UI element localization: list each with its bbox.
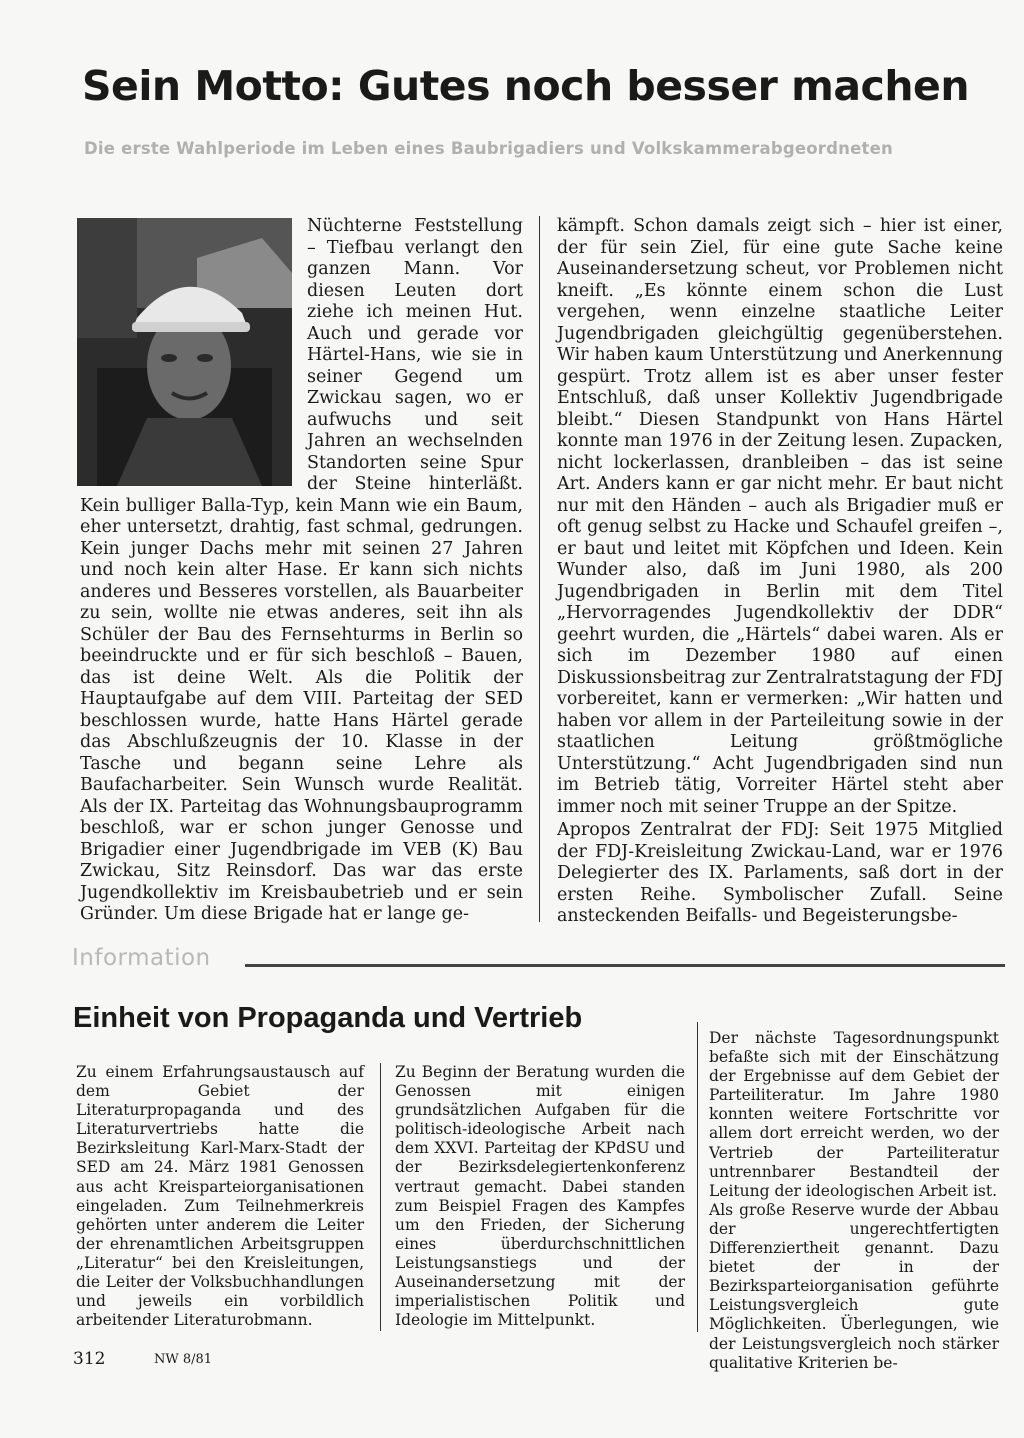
article-subhead: Die erste Wahlperiode im Leben eines Baubrigadiers und Volkskammerabgeordneten bbox=[84, 139, 893, 158]
portrait-photo bbox=[77, 218, 295, 488]
portrait-photo-icon bbox=[77, 218, 292, 486]
information-column-1 bbox=[76, 1063, 364, 1363]
article-column-1 bbox=[80, 216, 523, 922]
column-divider bbox=[697, 1022, 698, 1332]
column-divider bbox=[380, 1063, 381, 1331]
article-paragraph: Nüchterne Feststellung – Tiefbau verlangt den ganzen Mann. Vor diesen Leuten dort ziehe ich meinen Hut. Auch und gerade vor Härtel-Hans, wie sie in seiner Gegend um Zwickau sagen, wo er aufwuchs und seit Jahren an wechselnden Standorten seine Spur der Steine hinterläßt. Kein bulliger Balla-Typ, kein Mann wie ein Baum, eher untersetzt, drahtig, fast schmal, gedrungen. Kein junger Dachs mehr mit seinen 27 Jahren und noch kein alter Hase. Er kann sich nichts anderes und Besseres vorstellen, als Bauarbeiter zu sein, wollte nie etwas anderes, seit ihn als Schüler der Bau des Fernsehturms in Berlin so beeindruckte und er für sich beschloß – Bauen, das ist deine Welt. Als die Politik der Hauptaufgabe auf dem VIII. Parteitag der SED beschlossen wurde, hatte Hans Härtel gerade das Abschlußzeugnis der 10. Klasse in der Tasche und begann seine Lehre als Baufacharbeiter. Sein Wunsch wurde Realität. Als der IX. Parteitag das Wohnungsbauprogramm beschloß, war er schon junger Genosse und Brigadier einer Jugendbrigade im VEB (K) Bau Zwickau, Sitz Reinsdorf. Das war das erste Jugendkollektiv im Kreisbaubetrieb und er sein Gründer. Um diese Brigade hat er lange ge- bbox=[80, 216, 523, 924]
column-divider bbox=[539, 216, 540, 922]
information-paragraph: Als große Reserve wurde der Abbau der ungerechtfertigten Differenziertheit genannt. Dazu bietet der in der Bezirksparteiorganisation geführte Leistungsvergleich gute Möglichkeiten. Überlegungen, wie der Leistungsvergleich noch stärker qualitative Kriterien be- bbox=[709, 1200, 999, 1372]
information-paragraph: Zu Beginn der Beratung wurden die Genossen mit einigen grundsätzlichen Aufgaben für die politisch-ideologische Arbeit nach dem XXVI. Parteitag der KPdSU und der Bezirksdelegiertenkonferenz vertraut gemacht. Dabei standen zum Beispiel Fragen des Kampfes um den Frieden, der Sicherung eines überdurchschnittlichen Leistungsanstiegs und der Auseinandersetzung mit der imperialistischen Politik und Ideologie im Mittelpunkt. bbox=[395, 1063, 685, 1330]
information-paragraph: Zu einem Erfahrungsaustausch auf dem Gebiet der Literaturpropaganda und des Literaturvertriebs hatte die Bezirksleitung Karl-Marx-Stadt der SED am 24. März 1981 Genossen aus acht Kreisparteiorganisationen eingeladen. Zum Teilnehmerkreis gehörten unter anderem die Leiter der ehrenamtlichen Arbeitsgruppen „Literatur“ bei den Kreisleitungen, die Leiter der Volksbuchhandlungen und jeweils ein vorbildlich arbeitender Literaturobmann. bbox=[76, 1063, 364, 1330]
information-column-3 bbox=[709, 1029, 999, 1372]
information-label: Information bbox=[72, 945, 211, 971]
article-headline: Sein Motto: Gutes noch besser machen bbox=[82, 62, 970, 110]
information-paragraph: Der nächste Tagesordnungspunkt befaßte sich mit der Einschätzung der Ergebnisse auf dem Gebiet der Parteiliteratur. Im Jahre 1980 konnten weitere Fortschritte vor allem dort erreicht werden, wo der Vertrieb der Parteiliteratur untrennbarer Bestandteil der Leitung der ideologischen Arbeit ist. bbox=[709, 1029, 999, 1200]
page-number: 312 bbox=[73, 1349, 106, 1369]
article-column-2 bbox=[557, 216, 1003, 926]
information-rule bbox=[245, 964, 1005, 967]
article-paragraph: kämpft. Schon damals zeigt sich – hier ist einer, der für sein Ziel, für eine gute Sache keine Auseinandersetzung scheut, vor Problemen nicht kneift. „Es könnte einem schon die Lust vergehen, wenn einzelne staatliche Leiter Jugendbrigaden gleichgültig gegenüberstehen. Wir haben kaum Unterstützung und Anerkennung gespürt. Trotz allem ist es aber unser fester Entschluß, daß unser Kollektiv Jugendbrigade bleibt.“ Diesen Standpunkt von Hans Härtel konnte man 1976 in der Zeitung lesen. Zupacken, nicht lockerlassen, dranbleiben – das ist seine Art. Anders kann er gar nicht mehr. Er baut nicht nur mit den Händen – auch als Brigadier muß er oft genug selbst zu Hacke und Schaufel greifen –, er baut und leitet mit Köpfchen und Ideen. Kein Wunder also, daß im Juni 1980, als 200 Jugendbrigaden in Berlin mit dem Titel „Hervorragendes Jugendkollektiv der DDR“ geehrt wurden, die „Härtels“ dabei waren. Als er sich im Dezember 1980 auf einen Diskussionsbeitrag zur Zentralratstagung der FDJ vorbereitet, kann er vermerken: „Wir hatten und haben vor allem in der Parteileitung sowie in der staatlichen Leitung größtmögliche Unterstützung.“ Acht Jugendbrigaden sind nun im Betrieb tätig, Vorreiter Härtel steht aber immer noch mit seiner Truppe an der Spitze. bbox=[557, 216, 1003, 817]
information-title: Einheit von Propaganda und Vertrieb bbox=[73, 1002, 583, 1034]
article-paragraph: Apropos Zentralrat der FDJ: Seit 1975 Mitglied der FDJ-Kreisleitung Zwickau-Land, war er 1976 Delegierter des IX. Parlaments, saß dort in der ersten Reihe. Symbolischer Zufall. Seine ansteckenden Beifalls- und Begeisterungsbe- bbox=[557, 820, 1003, 926]
issue-label: NW 8/81 bbox=[154, 1352, 213, 1367]
information-column-2 bbox=[395, 1063, 685, 1363]
